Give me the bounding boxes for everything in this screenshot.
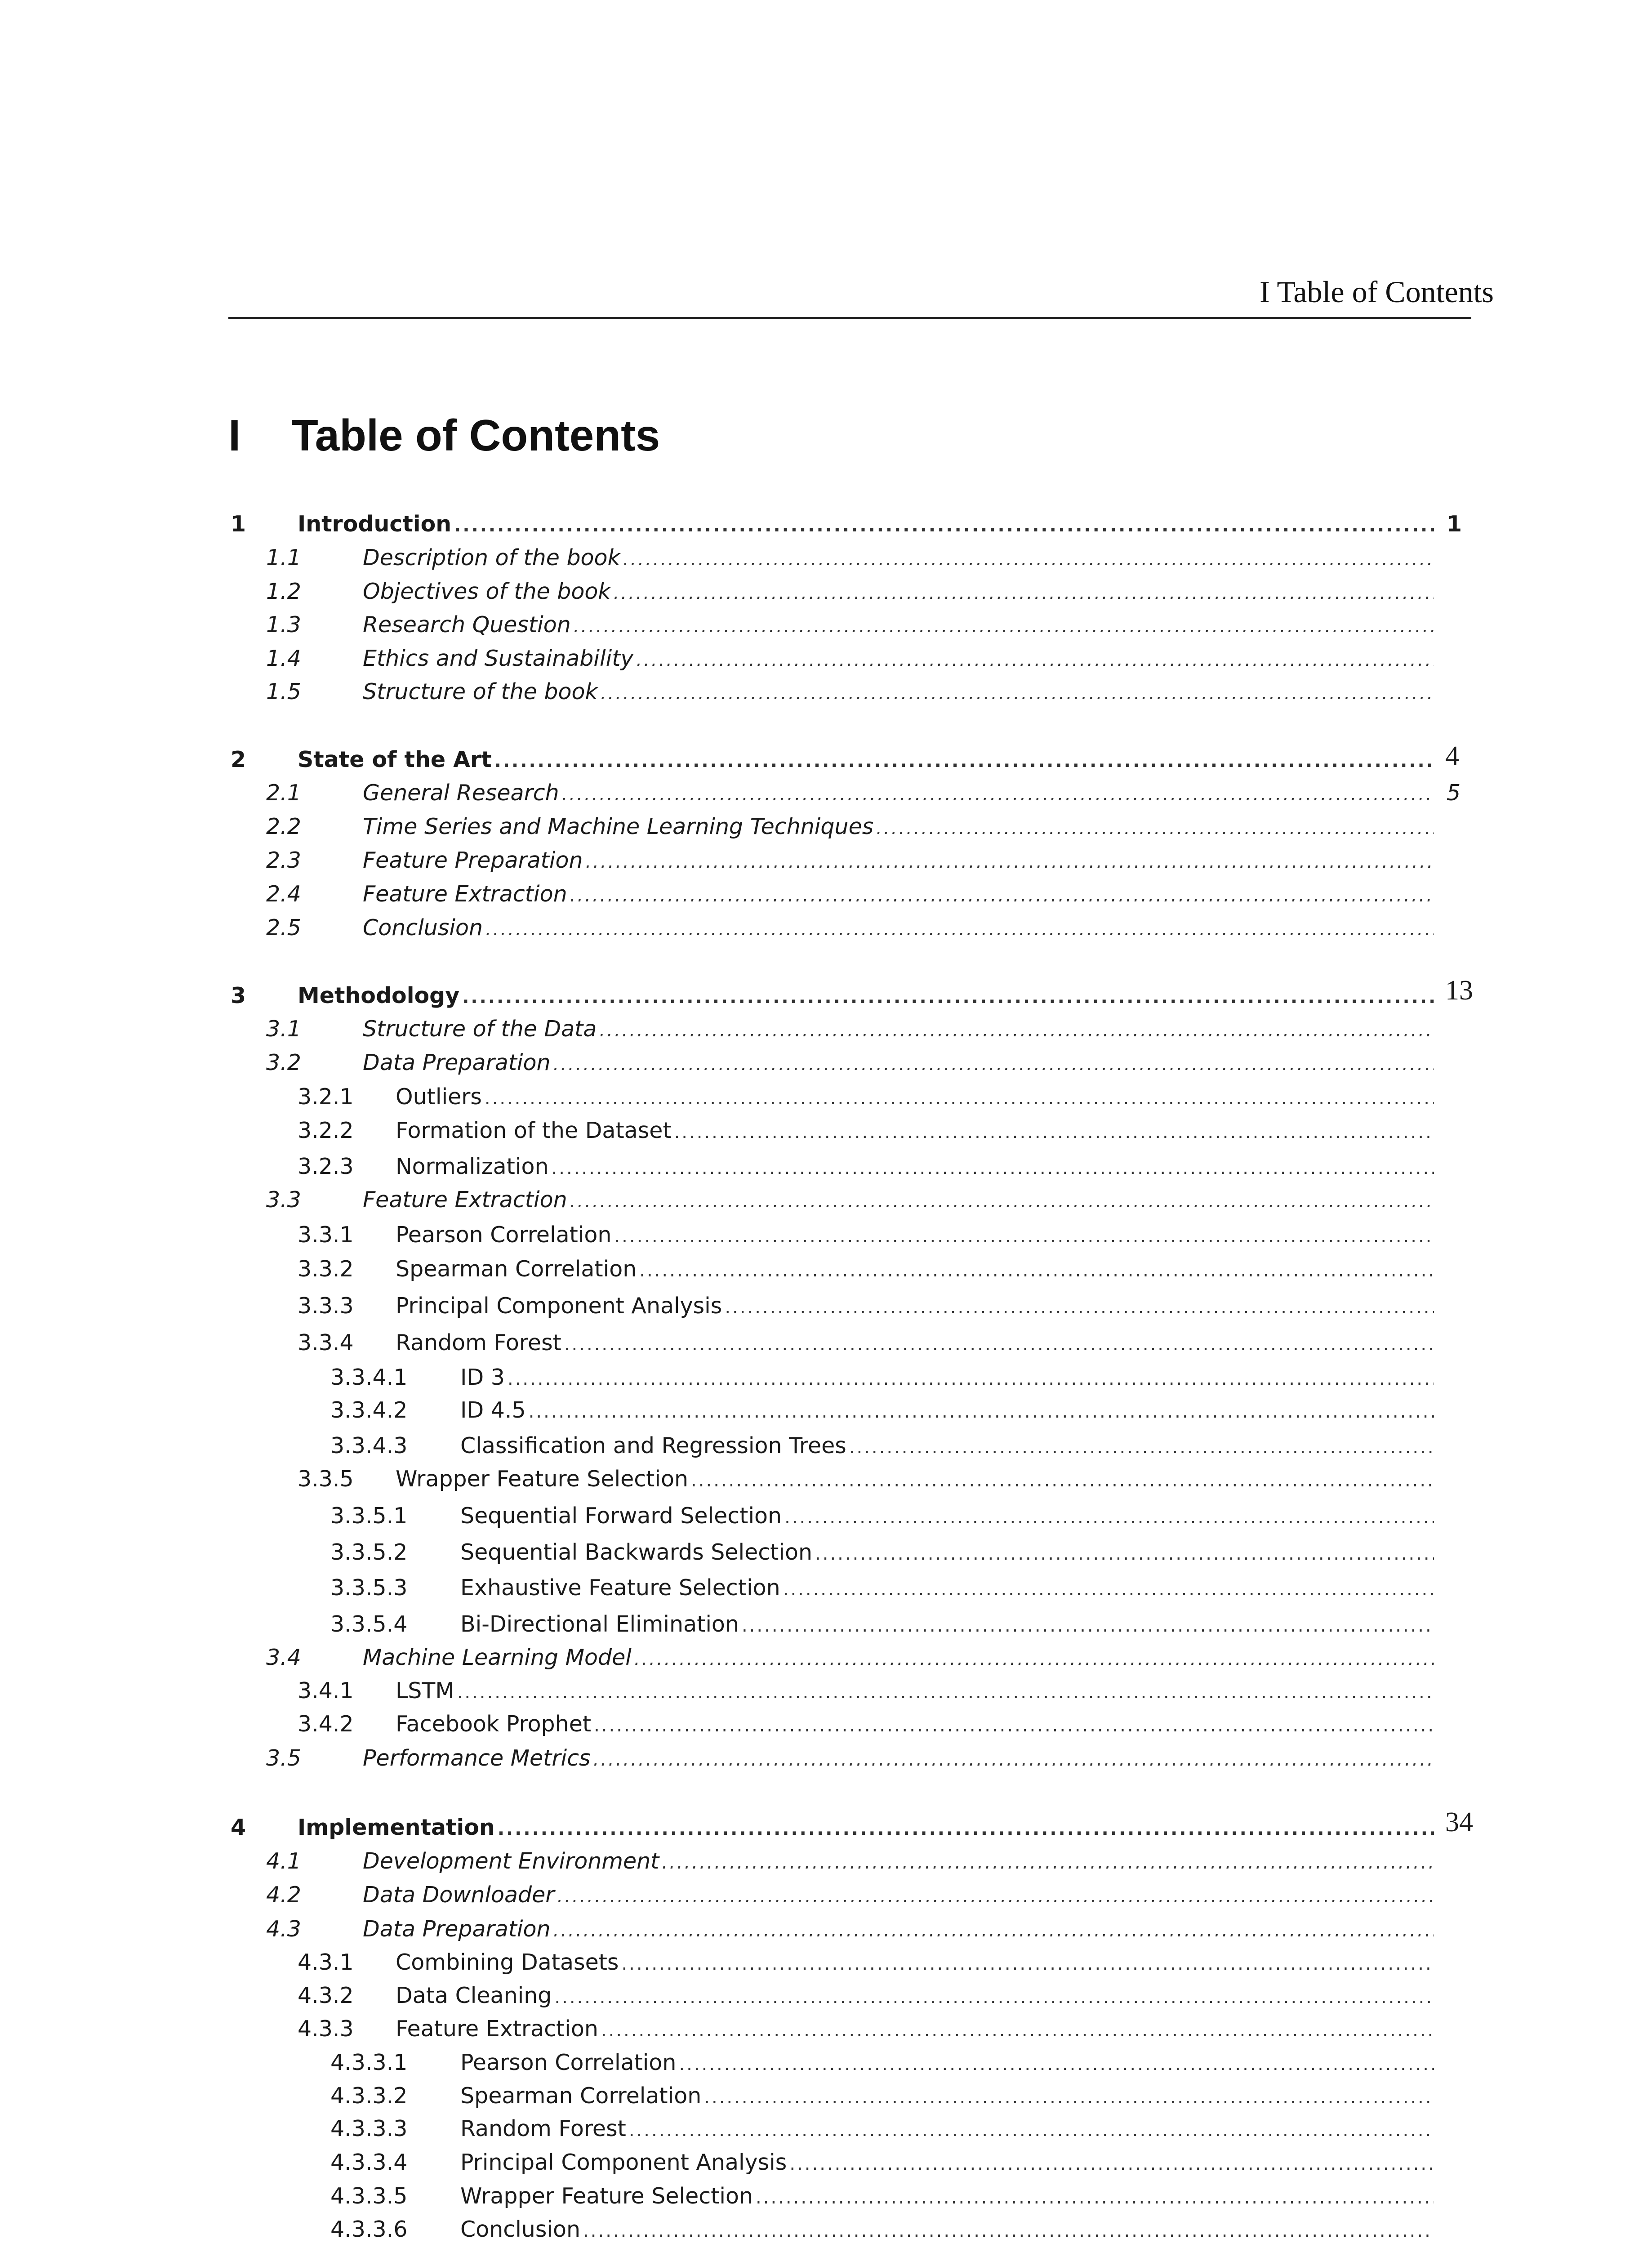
toc-entry-title: Spearman Correlation (460, 2080, 704, 2112)
toc-entry-title: Objectives of the book (363, 576, 614, 607)
toc-title (228, 410, 660, 461)
dot-leader (662, 1847, 1434, 1878)
toc-entry-leader-line (460, 1609, 1434, 1641)
toc-entry-sub (0, 1463, 1652, 1495)
toc-entry-subsub (0, 1395, 1652, 1426)
toc-entry-title: ID 4.5 (460, 1395, 529, 1426)
toc-entry-sec (0, 845, 1652, 876)
toc-entry-title: Wrapper Feature Selection (460, 2181, 756, 2212)
toc-entry-sec (0, 1913, 1652, 1945)
toc-entry-title: Feature Extraction (396, 2013, 601, 2045)
toc-entry-leader-line (460, 1500, 1434, 1533)
toc-entry-leader-line (460, 2214, 1434, 2247)
toc-entry-leader-line (460, 1572, 1434, 1605)
dot-leader (599, 1015, 1434, 1046)
toc-entry-title: Research Question (363, 609, 574, 641)
toc-entry-number: 2.4 (266, 881, 301, 907)
toc-entry-title: Normalization (396, 1151, 552, 1182)
dot-leader (815, 1538, 1434, 1570)
toc-entry-title: LSTM (396, 1675, 457, 1707)
header-rule (228, 317, 1471, 319)
toc-entry-leader-line (363, 912, 1434, 945)
toc-entry-title: Machine Learning Model (363, 1642, 634, 1673)
toc-entry-title: Sequential Forward Selection (460, 1500, 784, 1532)
dot-leader (454, 510, 1434, 541)
toc-entry-title: Bi-Directional Elimination (460, 1609, 742, 1640)
toc-entry-number: 2.1 (266, 780, 301, 806)
toc-entry-leader-line (396, 1115, 1434, 1148)
dot-leader (789, 2148, 1434, 2180)
toc-entry-sub (0, 1081, 1652, 1113)
toc-entry-leader-line (460, 2113, 1434, 2146)
dot-leader (704, 2082, 1434, 2113)
toc-entry-leader-line (363, 542, 1434, 575)
dot-leader (485, 1083, 1434, 1114)
toc-entry-number: 4.3.3.3 (330, 2116, 408, 2141)
toc-entry-leader-line (363, 1013, 1434, 1046)
toc-entry-number: 3.4.2 (298, 1711, 354, 1737)
toc-entry-number: 1.2 (266, 579, 301, 604)
toc-entry-number: 1.3 (266, 612, 301, 638)
toc-entry-title: Performance Metrics (363, 1743, 593, 1774)
dot-leader (634, 1643, 1434, 1675)
toc-entry-sec (0, 1047, 1652, 1079)
toc-entry-number: 4.3.3.2 (330, 2083, 408, 2109)
toc-entry-number: 4.2 (266, 1882, 301, 1908)
toc-entry-leader-line (363, 609, 1434, 642)
toc-entry-sec (0, 609, 1652, 641)
toc-entry-title: Pearson Correlation (460, 2047, 679, 2079)
toc-entry-leader-line (396, 1081, 1434, 1114)
toc-entry-title: Data Preparation (363, 1913, 553, 1945)
toc-entry-number: 3.3.5.3 (330, 1575, 408, 1601)
dot-leader (553, 1048, 1434, 1080)
toc-entry-subsub (0, 1572, 1652, 1604)
dot-leader (601, 678, 1434, 709)
toc-entry-sec (0, 1879, 1652, 1911)
toc-entry-title: Facebook Prophet (396, 1708, 594, 1740)
toc-entry-title: Feature Extraction (363, 879, 570, 910)
dot-leader (601, 2015, 1434, 2046)
dot-leader (594, 1710, 1434, 1741)
dot-leader (756, 2182, 1434, 2213)
toc-entry-title: Classification and Regression Trees (460, 1430, 849, 1462)
toc-entry-number: 4.3.3.1 (330, 2050, 408, 2075)
dot-leader (593, 1744, 1434, 1775)
toc-entry-number: 4 (231, 1815, 246, 1840)
dot-leader (557, 1881, 1434, 1912)
toc-entry-number: 1.5 (266, 679, 301, 705)
toc-entry-sub (0, 1327, 1652, 1359)
toc-entry-number: 3.3.1 (298, 1222, 354, 1248)
toc-entry-leader-line (363, 1184, 1434, 1217)
toc-entry-title: Introduction (298, 508, 454, 540)
toc-entry-sub (0, 2013, 1652, 2045)
dot-leader (674, 1116, 1434, 1148)
toc-entry-title: Outliers (396, 1081, 485, 1113)
toc-entry-sub (0, 1675, 1652, 1707)
toc-entry-number: 3.3.2 (298, 1256, 354, 1282)
toc-entry-leader-line (396, 1708, 1434, 1741)
toc-entry-title: Feature Extraction (363, 1184, 570, 1216)
toc-entry-sec (0, 912, 1652, 944)
toc-entry-title: Principal Component Analysis (460, 2147, 789, 2178)
toc-entry-leader-line (396, 1947, 1434, 1980)
toc-entry-subsub (0, 2113, 1652, 2145)
dot-leader (498, 1813, 1434, 1845)
toc-entry-number: 4.3.1 (298, 1949, 354, 1975)
toc-entry-number: 4.3.3.6 (330, 2217, 408, 2242)
toc-entry-leader-line (363, 811, 1434, 844)
toc-entry-title: Data Preparation (363, 1047, 553, 1079)
dot-leader (462, 981, 1434, 1013)
toc-entry-page-number: 13 (1445, 975, 1473, 1006)
toc-entry-number: 2.3 (266, 847, 301, 873)
toc-entry-number: 1.1 (266, 545, 301, 571)
toc-entry-sec (0, 777, 1652, 809)
toc-entry-leader-line (298, 980, 1434, 1013)
toc-entry-number: 1.4 (266, 646, 301, 671)
toc-entry-leader-line (396, 1675, 1434, 1708)
toc-entry-leader-line (363, 777, 1434, 810)
toc-entry-sub (0, 1219, 1652, 1251)
toc-entry-title: Conclusion (460, 2214, 583, 2245)
toc-entry-number: 3.3.5 (298, 1466, 354, 1492)
toc-entry-sec (0, 1184, 1652, 1216)
toc-entry-title: Data Downloader (363, 1879, 557, 1911)
toc-entry-page-number: 5 (1447, 780, 1461, 806)
toc-entry-leader-line (460, 2147, 1434, 2180)
toc-entry-leader-line (460, 1430, 1434, 1463)
dot-leader (574, 611, 1434, 642)
toc-entry-subsub (0, 1500, 1652, 1532)
toc-entry-leader-line (396, 1327, 1434, 1360)
dot-leader (554, 1981, 1434, 2013)
dot-leader (849, 1432, 1434, 1463)
toc-entry-number: 3.1 (266, 1016, 301, 1042)
toc-entry-subsub (0, 1362, 1652, 1393)
toc-entry-leader-line (396, 1219, 1434, 1252)
toc-entry-title: Principal Component Analysis (396, 1290, 725, 1322)
toc-entry-leader-line (363, 676, 1434, 709)
dot-leader (583, 2215, 1434, 2247)
toc-entry-number: 3.3.4 (298, 1330, 354, 1356)
toc-entry-sec (0, 879, 1652, 910)
toc-entry-title: Ethics and Sustainability (363, 643, 636, 674)
toc-entry-subsub (0, 2214, 1652, 2245)
toc-entry-sec (0, 1642, 1652, 1673)
toc-entry-number: 3.2.2 (298, 1118, 354, 1143)
toc-entry-leader-line (460, 1395, 1434, 1427)
toc-entry-number: 4.3.3.5 (330, 2183, 408, 2209)
toc-entry-sub (0, 1290, 1652, 1322)
toc-entry-leader-line (363, 879, 1434, 911)
toc-entry-number: 4.3.3.4 (330, 2150, 408, 2175)
toc-entry-title: Exhaustive Feature Selection (460, 1572, 783, 1604)
dot-leader (784, 1502, 1434, 1533)
dot-leader (614, 577, 1434, 609)
toc-entry-number: 3.3.5.1 (330, 1503, 408, 1529)
toc-entry-leader-line (396, 2013, 1434, 2046)
dot-leader (586, 846, 1434, 878)
toc-entry-sec (0, 1846, 1652, 1877)
dot-leader (508, 1363, 1434, 1395)
dot-leader (614, 1221, 1434, 1252)
toc-entry-number: 3.3.4.2 (330, 1397, 408, 1423)
toc-entry-sub (0, 1151, 1652, 1182)
toc-entry-leader-line (363, 643, 1434, 676)
toc-entry-number: 2.5 (266, 915, 301, 941)
dot-leader (783, 1574, 1434, 1605)
toc-entry-number: 3.5 (266, 1745, 301, 1771)
dot-leader (725, 1292, 1434, 1323)
toc-entry-title: Implementation (298, 1812, 498, 1843)
toc-entry-title: Random Forest (396, 1327, 564, 1359)
dot-leader (529, 1396, 1434, 1427)
toc-entry-title: Pearson Correlation (396, 1219, 614, 1251)
toc-entry-title: ID 3 (460, 1362, 508, 1393)
toc-entry-number: 3.3 (266, 1187, 301, 1213)
toc-entry-number: 3.2 (266, 1050, 301, 1075)
dot-leader (553, 1915, 1434, 1946)
dot-leader (679, 2048, 1434, 2080)
toc-entry-number: 3.2.1 (298, 1084, 354, 1110)
toc-entry-title: Description of the book (363, 542, 623, 574)
toc-entry-title: Time Series and Machine Learning Techniques (363, 811, 876, 843)
toc-entry-subsub (0, 2080, 1652, 2112)
toc-entry-subsub (0, 1430, 1652, 1462)
toc-entry-page-number: 34 (1445, 1807, 1473, 1838)
toc-entry-number: 2.2 (266, 814, 301, 839)
toc-entry-ch (0, 1807, 1652, 1843)
toc-entry-leader-line (460, 1537, 1434, 1570)
toc-entry-title: Sequential Backwards Selection (460, 1537, 815, 1568)
toc-entry-sec (0, 542, 1652, 574)
dot-leader (623, 544, 1434, 575)
toc-entry-title: Feature Preparation (363, 845, 586, 876)
dot-leader (570, 880, 1434, 911)
toc-entry-leader-line (363, 1047, 1434, 1080)
toc-entry-title: General Research (363, 777, 562, 809)
toc-entry-page-number: 1 (1447, 511, 1462, 537)
dot-leader (457, 1677, 1434, 1708)
toc-entry-title: Wrapper Feature Selection (396, 1463, 691, 1495)
dot-leader (742, 1610, 1434, 1641)
toc-entry-leader-line (396, 1151, 1434, 1184)
toc-entry-subsub (0, 2047, 1652, 2079)
toc-entry-sec (0, 811, 1652, 843)
toc-entry-title: Data Cleaning (396, 1980, 554, 2012)
dot-leader (876, 812, 1434, 844)
toc-entry-leader-line (460, 2080, 1434, 2113)
toc-entry-subsub (0, 2147, 1652, 2178)
toc-entry-sec (0, 576, 1652, 607)
dot-leader (494, 745, 1434, 777)
toc-entry-title: Spearman Correlation (396, 1253, 639, 1285)
toc-entry-sub (0, 1253, 1652, 1285)
toc-entry-leader-line (460, 2181, 1434, 2213)
toc-entry-subsub (0, 2181, 1652, 2212)
toc-entry-number: 3.2.3 (298, 1154, 354, 1179)
toc-entry-number: 3.4.1 (298, 1678, 354, 1704)
toc-entry-number: 2 (231, 747, 246, 772)
toc-entry-leader-line (363, 1913, 1434, 1946)
toc-entry-number: 3.3.5.2 (330, 1539, 408, 1565)
toc-entry-number: 3.3.4.3 (330, 1433, 408, 1459)
toc-entry-sub (0, 1980, 1652, 2012)
toc-entry-title: Formation of the Dataset (396, 1115, 674, 1146)
toc-entry-page-number: 4 (1445, 741, 1459, 772)
toc-entry-leader-line (460, 2047, 1434, 2080)
toc-entry-ch (0, 975, 1652, 1012)
toc-entry-number: 3.4 (266, 1645, 301, 1670)
toc-entry-leader-line (363, 1846, 1434, 1878)
toc-entry-title: Combining Datasets (396, 1947, 621, 1978)
toc-entry-sub (0, 1947, 1652, 1978)
toc-entry-number: 4.3.3 (298, 2016, 354, 2042)
toc-entry-leader-line (363, 1879, 1434, 1912)
dot-leader (636, 644, 1434, 676)
toc-entry-title: Development Environment (363, 1846, 662, 1877)
toc-entry-title: Methodology (298, 980, 462, 1012)
toc-entry-subsub (0, 1537, 1652, 1568)
toc-entry-number: 3 (231, 983, 246, 1008)
toc-entry-number: 3.3.5.4 (330, 1611, 408, 1637)
running-header: I Table of Contents (1260, 275, 1494, 309)
toc-entry-number: 4.3.2 (298, 1983, 354, 2008)
toc-entry-number: 4.3 (266, 1916, 301, 1942)
dot-leader (562, 779, 1434, 810)
dot-leader (552, 1152, 1434, 1184)
toc-entry-sec (0, 1013, 1652, 1045)
toc-entry-sub (0, 1115, 1652, 1146)
toc-entry-subsub (0, 1609, 1652, 1640)
toc-entry-leader-line (396, 1980, 1434, 2013)
toc-entry-sec (0, 676, 1652, 708)
toc-title-number: I (228, 410, 241, 460)
toc-entry-leader-line (298, 1812, 1434, 1845)
dot-leader (691, 1465, 1434, 1496)
dot-leader (629, 2114, 1434, 2146)
toc-entry-sec (0, 643, 1652, 674)
toc-entry-leader-line (396, 1253, 1434, 1286)
toc-entry-title: Random Forest (460, 2113, 629, 2145)
toc-title-text: Table of Contents (291, 410, 660, 460)
toc-entry-leader-line (363, 1743, 1434, 1775)
toc-entry-title: Conclusion (363, 912, 485, 944)
dot-leader (485, 914, 1434, 945)
dot-leader (570, 1186, 1434, 1217)
dot-leader (621, 1948, 1434, 1980)
toc-entry-leader-line (363, 845, 1434, 878)
toc-entry-leader-line (298, 508, 1434, 541)
toc-entry-title: Structure of the Data (363, 1013, 599, 1045)
toc-entry-ch (0, 741, 1652, 776)
toc-entry-title: State of the Art (298, 744, 494, 776)
toc-entry-title: Structure of the book (363, 676, 601, 708)
dot-leader (639, 1255, 1434, 1286)
toc-entry-leader-line (396, 1463, 1434, 1496)
toc-entry-sec (0, 1743, 1652, 1774)
toc-entry-sub (0, 1708, 1652, 1740)
toc-entry-ch (0, 508, 1652, 540)
toc-entry-number: 3.3.4.1 (330, 1365, 408, 1390)
toc-entry-leader-line (363, 1642, 1434, 1675)
toc-entry-leader-line (363, 576, 1434, 609)
toc-entry-leader-line (396, 1290, 1434, 1323)
toc-entry-leader-line (298, 744, 1434, 777)
toc-entry-number: 3.3.3 (298, 1293, 354, 1319)
toc-entry-number: 4.1 (266, 1848, 301, 1874)
dot-leader (564, 1329, 1434, 1360)
toc-entry-number: 1 (231, 511, 246, 537)
toc-entry-leader-line (460, 1362, 1434, 1395)
